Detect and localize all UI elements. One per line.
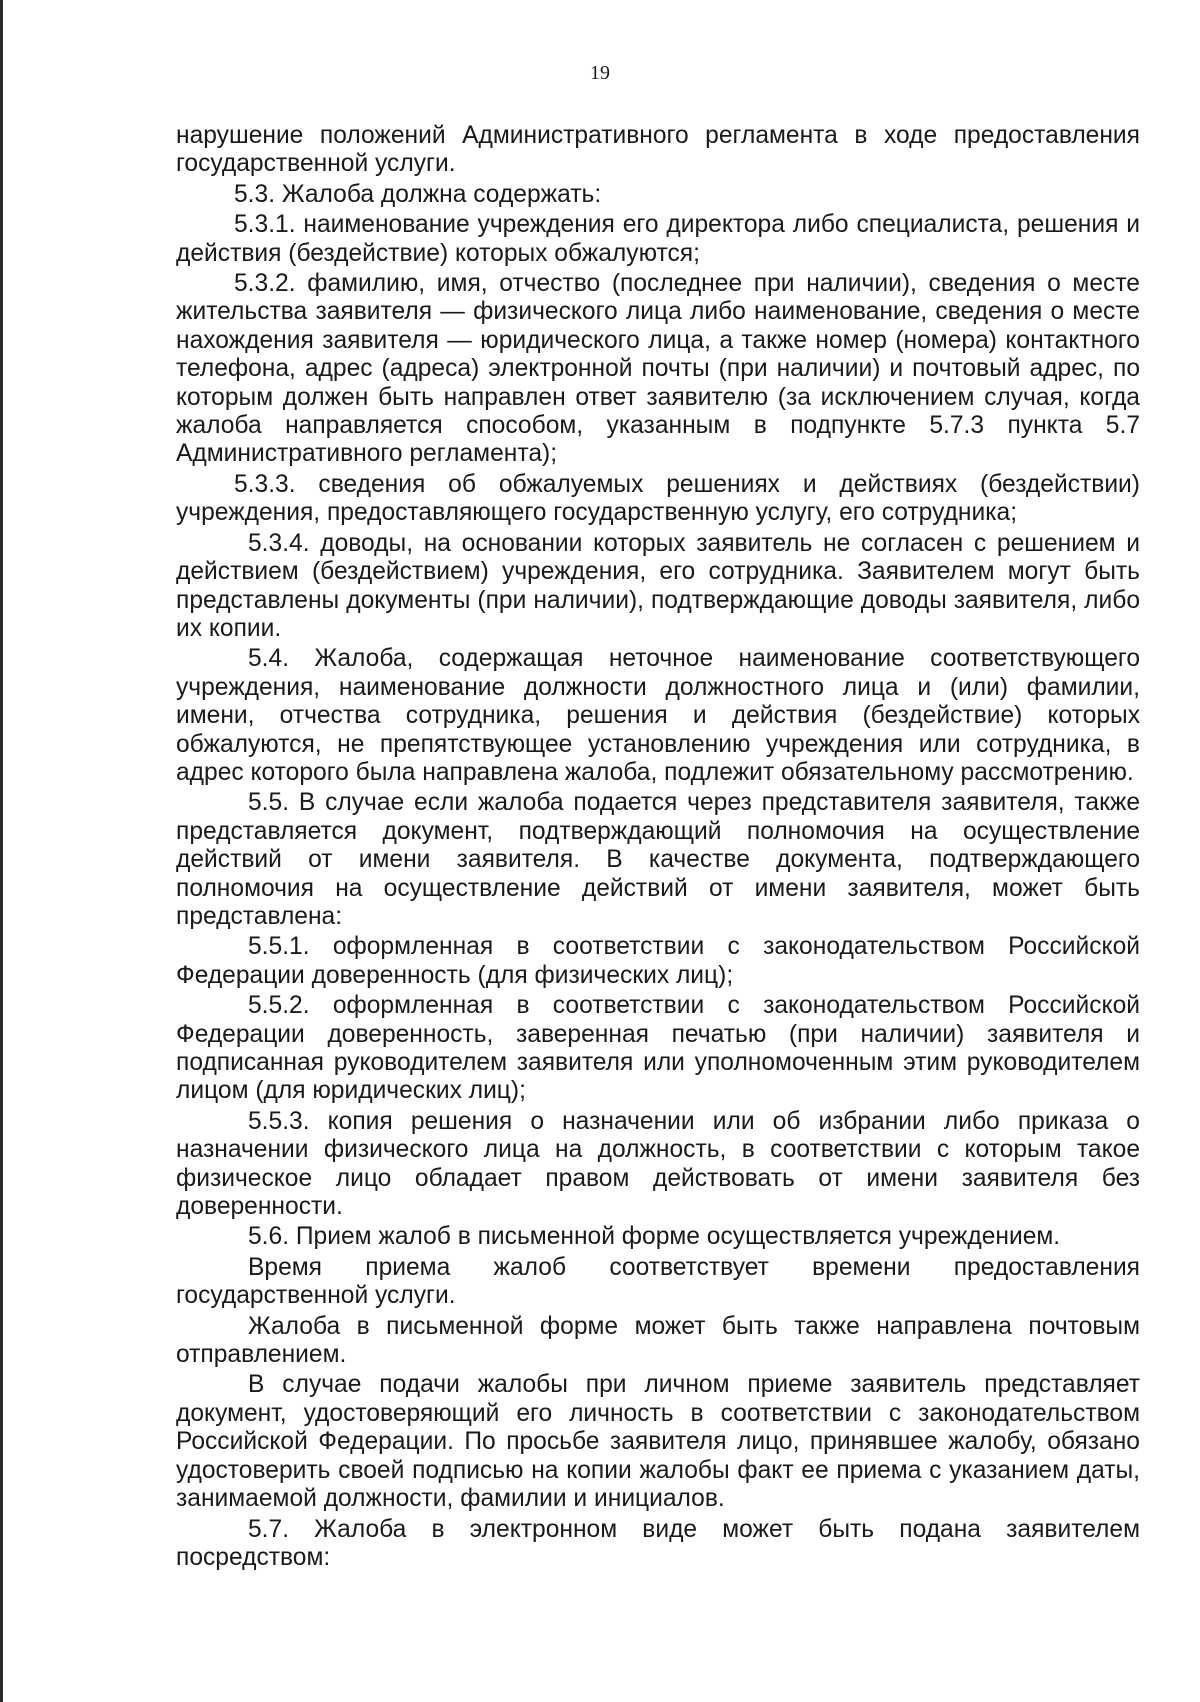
paragraph-5-3: 5.3. Жалоба должна содержать: xyxy=(234,180,602,208)
paragraph-5-4: 5.4. Жалоба, содержащая неточное наименование соответствующего учреждения, наименование должности должностного лица и (или) фамилии, имени, отчества сотрудника, решения и действия (бездействие) которых обжалуются, не препятствующее установлению учреждения или сотрудника, в адрес которого была направлена жалоба, подлежит обязательному рассмотрению. xyxy=(176,645,1140,786)
scan-left-edge xyxy=(0,0,3,1702)
paragraph-5-5-3: 5.5.3. копия решения о назначении или об избрании либо приказа о назначении физического лица на должность, в соответствии с которым такое физическое лицо обладает правом действовать от имени заявителя без доверенности. xyxy=(176,1107,1140,1221)
paragraph-reception-time: Время приема жалоб соответствует времени предоставления государственной услуги. xyxy=(176,1253,1140,1310)
document-body xyxy=(176,122,1140,1574)
paragraph-5-5-2: 5.5.2. оформленная в соответствии с законодательством Российской Федерации доверенность, заверенная печатью (при наличии) заявителя и подписанная руководителем заявителя или уполномоченным этим руководителем лицом (для юридических лиц); xyxy=(176,992,1140,1105)
paragraph-5-3-3: 5.3.3. сведения об обжалуемых решениях и действиях (бездействии) учреждения, предоставляющего государственную услугу, его сотрудника; xyxy=(176,470,1140,527)
paragraph-5-5-1: 5.5.1. оформленная в соответствии с законодательством Российской Федерации доверенность (для физических лиц); xyxy=(176,933,1140,989)
paragraph-5-3-2: 5.3.2. фамилию, имя, отчество (последнее при наличии), сведения о месте жительства заявителя — физического лица либо наименование, сведения о месте нахождения заявителя — юридического лица, а также номер (номера) контактного телефона, адрес (адреса) электронной почты (при наличии) и почтовый адрес, по которым должен быть направлен ответ заявителю (за исключением случая, когда жалоба направляется способом, указанным в подпункте 5.7.3 пункта 5.7 Административного регламента); xyxy=(176,270,1140,468)
paragraph-5-3-1: 5.3.1. наименование учреждения его директора либо специалиста, решения и действия (бездействие) которых обжалуются; xyxy=(176,211,1140,267)
paragraph-5-3-4: 5.3.4. доводы, на основании которых заявитель не согласен с решением и действием (бездействием) учреждения, его сотрудника. Заявителем могут быть представлены документы (при наличии), подтверждающие доводы заявителя, либо их копии. xyxy=(176,529,1140,642)
paragraph-5-5: 5.5. В случае если жалоба подается через представителя заявителя, также представляется документ, подтверждающий полномочия на осуществление действий от имени заявителя. В качестве документа, подтверждающего полномочия на осуществление действий от имени заявителя, может быть представлена: xyxy=(176,789,1140,930)
paragraph-continuation: нарушение положений Административного регламента в ходе предоставления государственной услуги. xyxy=(176,122,1140,178)
paragraph-5-6: 5.6. Прием жалоб в письменной форме осуществляется учреждением. xyxy=(248,1223,1061,1251)
page-number: 19 xyxy=(590,62,610,84)
paragraph-5-7: 5.7. Жалоба в электронном виде может быть подана заявителем посредством: xyxy=(176,1515,1140,1571)
paragraph-personal-submission: В случае подачи жалобы при личном приеме заявитель представляет документ, удостоверяющий его личность в соответствии с законодательством Российской Федерации. По просьбе заявителя лицо, принявшее жалобу, обязано удостоверить своей подписью на копии жалобы факт ее приема с указанием даты, занимаемой должности, фамилии и инициалов. xyxy=(176,1371,1140,1513)
paragraph-postal-submission: Жалоба в письменной форме может быть также направлена почтовым отправлением. xyxy=(176,1312,1140,1369)
